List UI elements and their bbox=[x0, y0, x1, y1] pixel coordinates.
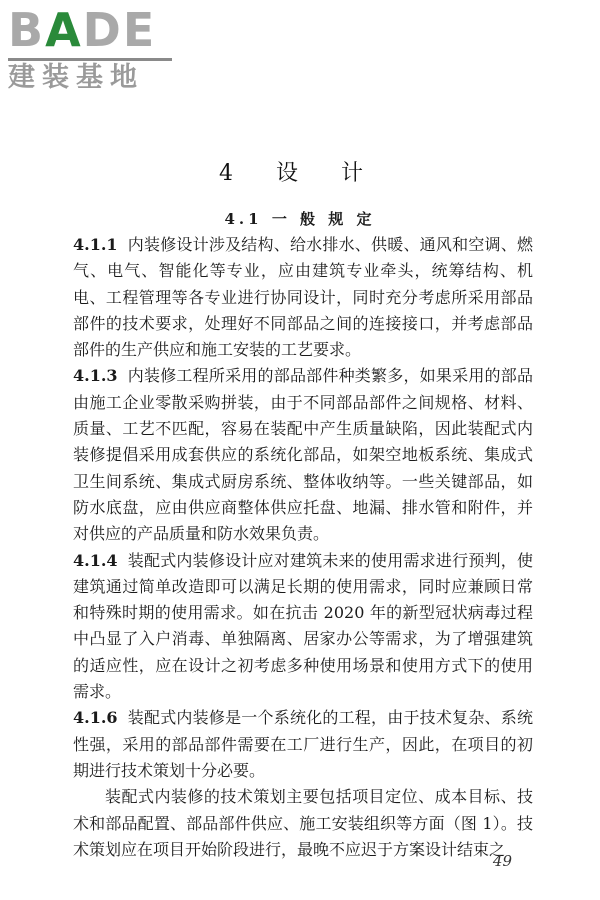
clause-text: 内装修工程所采用的部品部件种类繁多，如果采用的部品由施工企业零散采购拼装，由于不同部品部件之间规格、材料、质量、工艺不匹配，容易在装配中产生质量缺陷，因此装配式内装修提倡采用成套供应的系统化部品，如架空地板系统、集成式卫生间系统、集成式厨房系统、整体收纳等。一些关键部品，如防水底盘，应由供应商整体供应托盘、地漏、排水管和附件，并对供应的产品质量和防水效果负责。 bbox=[73, 366, 533, 544]
clause-number: 4.1.6 bbox=[73, 708, 118, 728]
clause-number: 4.1.1 bbox=[73, 235, 118, 254]
clause-text: 内装修设计涉及结构、给水排水、供暖、通风和空调、燃气、电气、智能化等专业，应由建筑专业牵头，统筹结构、机电、工程管理等各专业进行协同设计，同时充分考虑所采用部品部件的技术要求，处理好不同部品之间的连接接口，并考虑部品部件的生产供应和施工安装的工艺要求。 bbox=[73, 235, 533, 360]
explanation-paragraph: 装配式内装修的技术策划主要包括项目定位、成本目标、技术和部品配置、部品部件供应、施工安装组织等方面（图 1）。技术策划应在项目开始阶段进行，最晚不应迟于方案设计结束之 bbox=[73, 787, 533, 859]
clause-number: 4.1.4 bbox=[73, 550, 118, 570]
body-text bbox=[73, 232, 533, 863]
clause-number: 4.1.3 bbox=[73, 366, 118, 386]
clause-4-1-6 bbox=[73, 705, 533, 784]
clause-text: 装配式内装修设计应对建筑未来的使用需求进行预判，使建筑通过简单改造即可以满足长期的使用需求，同时应兼顾日常和特殊时期的使用需求。如在抗击 2020 年的新型冠状病毒过程中凸显了入户消毒、单独隔离、居家办公等需求，为了增强建筑的适应性，应在设计之初考虑多种使用场景和使用方式下的使用需求。 bbox=[73, 550, 533, 702]
clause-4-1-4 bbox=[73, 548, 533, 706]
page-number: 49 bbox=[492, 852, 512, 870]
logo-subtitle: 建装基地 bbox=[8, 62, 144, 93]
logo-divider bbox=[8, 58, 172, 61]
logo-wordmark: BADE bbox=[8, 3, 157, 57]
bade-logo bbox=[8, 3, 176, 94]
clause-4-1-1 bbox=[73, 232, 533, 363]
section-title: 4.1 一 般 规 定 bbox=[224, 210, 376, 228]
chapter-title: 4 设 计 bbox=[219, 161, 381, 186]
clause-text: 装配式内装修是一个系统化的工程，由于技术复杂、系统性强，采用的部品部件需要在工厂进行生产，因此，在项目的初期进行技术策划十分必要。 bbox=[73, 708, 533, 780]
clause-4-1-3 bbox=[73, 363, 533, 547]
